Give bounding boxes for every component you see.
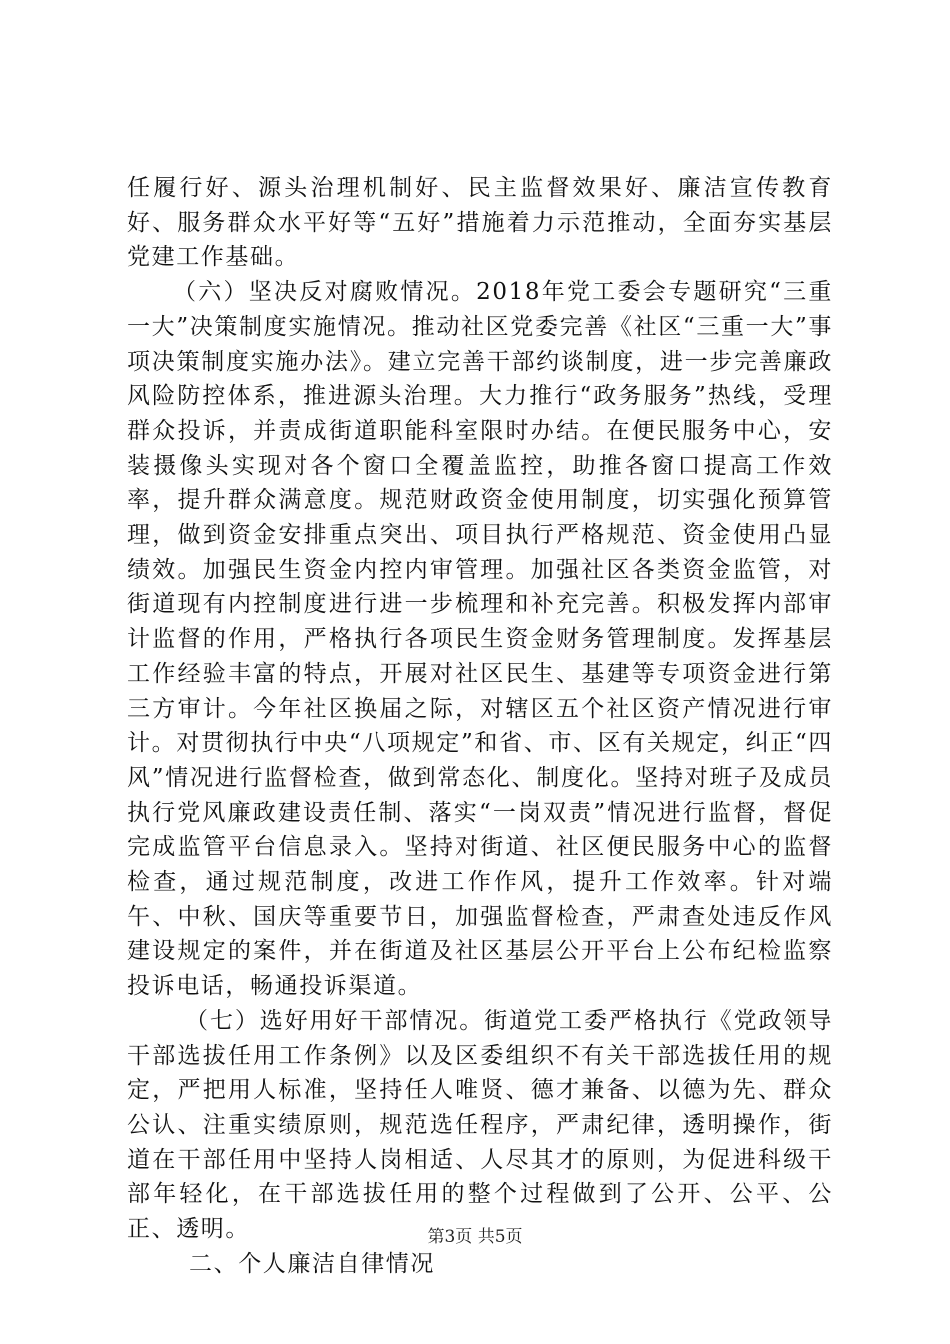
document-body	[127, 171, 833, 1282]
paragraph-cadre-selection: （七）选好用好干部情况。街道党工委严格执行《党政领导干部选拔任用工作条例》以及区委组织不有关干部选拔任用的规定，严把用人标准，坚持任人唯贤、德才兼备、以德为先、群众公认、注重实绩原则，规范选任程序，严肃纪律，透明操作，街道在干部任用中坚持人岗相适、人尽其才的原则，为促进科级干部年轻化，在干部选拔任用的整个过程做到了公开、公平、公正、透明。	[127, 1007, 833, 1243]
paragraph-anti-corruption: （六）坚决反对腐败情况。2018年党工委会专题研究“三重一大”决策制度实施情况。推动社区党委完善《社区“三重一大”事项决策制度实施办法》。建立完善干部约谈制度，进一步完善廉政风险防控体系，推进源头治理。大力推行“政务服务”热线，受理群众投诉，并责成街道职能科室限时办结。在便民服务中心，安装摄像头实现对各个窗口全覆盖监控，助推各窗口提高工作效率，提升群众满意度。规范财政资金使用制度，切实强化预算管理，做到资金安排重点突出、项目执行严格规范、资金使用凸显绩效。加强民生资金内控内审管理。加强社区各类资金监管，对街道现有内控制度进行进一步梳理和补充完善。积极发挥内部审计监督的作用，严格执行各项民生资金财务管理制度。发挥基层工作经验丰富的特点，开展对社区民生、基建等专项资金进行第三方审计。今年社区换届之际，对辖区五个社区资产情况进行审计。对贯彻执行中央“八项规定”和省、市、区有关规定，纠正“四风”情况进行监督检查，做到常态化、制度化。坚持对班子及成员执行党风廉政建设责任制、落实“一岗双责”情况进行监督，督促完成监管平台信息录入。坚持对街道、社区便民服务中心的监督检查，通过规范制度，改进工作作风，提升工作效率。针对端午、中秋、国庆等重要节日，加强监督检查，严肃查处违反作风建设规定的案件，并在街道及社区基层公开平台上公布纪检监察投诉电话，畅通投诉渠道。	[127, 279, 833, 1000]
paragraph-continuation: 任履行好、源头治理机制好、民主监督效果好、廉洁宣传教育好、服务群众水平好等“五好”措施着力示范推动，全面夯实基层党建工作基础。	[127, 175, 833, 271]
section-heading: 二、个人廉洁自律情况	[189, 1250, 435, 1277]
page-footer: 第3页 共5页	[427, 1227, 523, 1247]
